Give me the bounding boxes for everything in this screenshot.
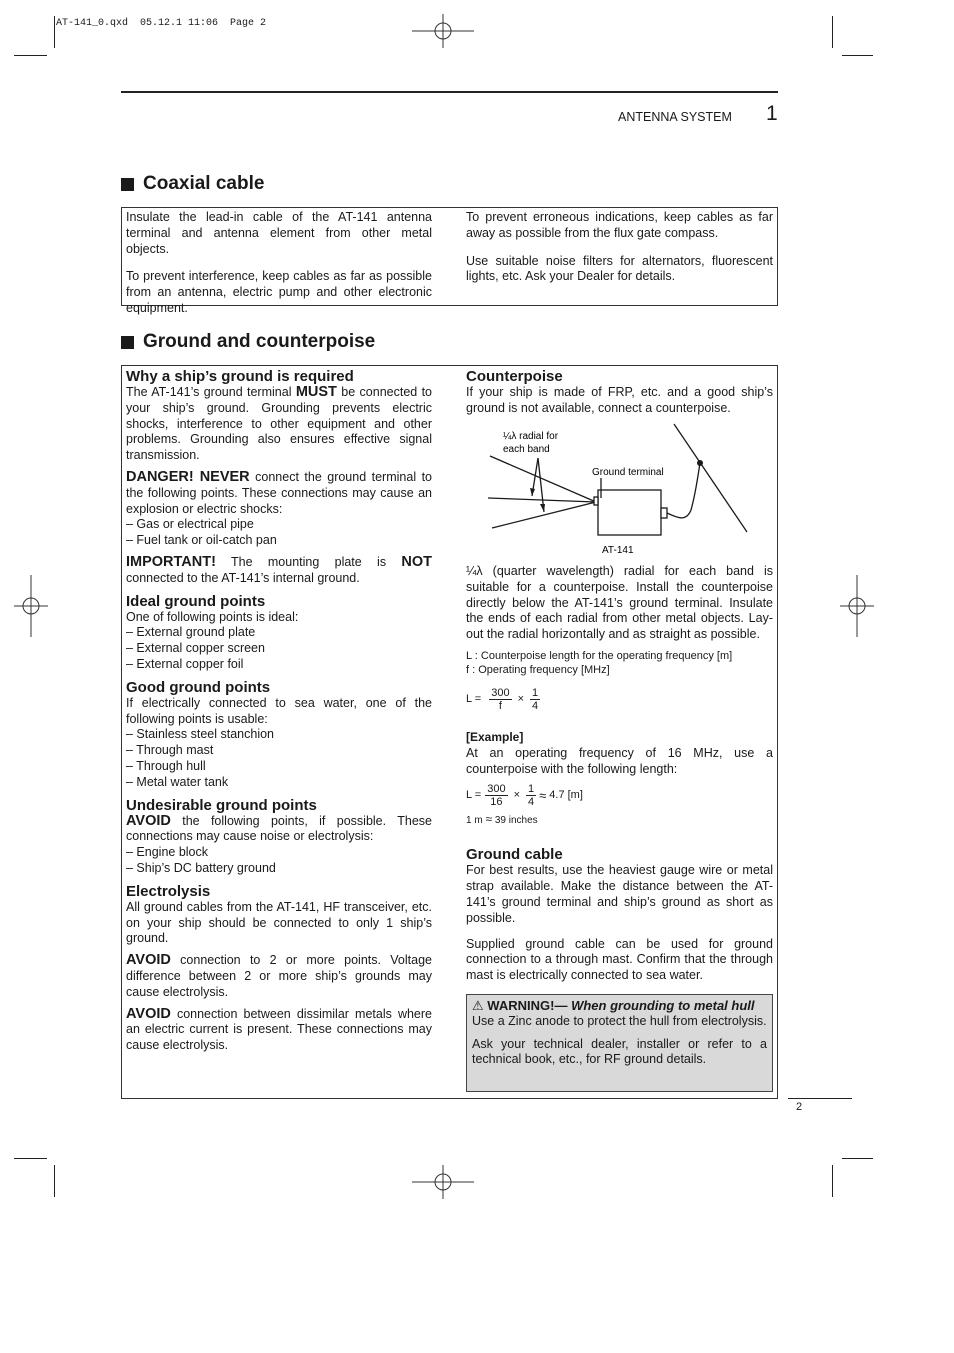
coax-p4: Use suitable noise filters for alternators, fluorescent lights, etc. Ask your Dealer for details. <box>466 253 773 284</box>
unit-label: AT-141 <box>602 545 634 556</box>
ground-left-col <box>126 368 432 1054</box>
why-text: The AT-141’s ground terminal MUST be connected to your ship’s ground. Grounding prevents electric shocks, interference to other equipment and other problems. Grounding also ensures effective signal transmission. <box>126 384 432 463</box>
list-item: – External ground plate <box>126 625 256 640</box>
list-item: – Gas or electrical pipe <box>126 517 254 532</box>
connector-icon <box>661 508 667 518</box>
avoid1-text: AVOID connection to 2 or more points. Voltage difference between 2 or more ship’s grounds may cause electrolysis. <box>126 952 432 999</box>
list-item: – Stainless steel stanchion <box>126 727 275 742</box>
counterpoise-diagram <box>466 420 766 560</box>
header-section: ANTENNA SYSTEM <box>618 110 732 124</box>
counterpoise-col-2 <box>466 564 773 984</box>
page-number: 2 <box>796 1101 803 1113</box>
radial-label-1: ¼λ radial for <box>503 431 559 442</box>
label-leader <box>538 458 544 512</box>
header-chapter: 1 <box>766 102 778 125</box>
mast-line <box>674 424 747 532</box>
good-heading: Good ground points <box>126 678 271 696</box>
counterpoise-text2: ¼λ (quarter wavelength) radial for each band is suitable for a counterpoise. Install the counterpoise directly below the AT-141’s ground terminal. Insulate the ends of each radial from other metal objects. Lay-out the radial horizontally and as straight as possible. <box>466 564 773 642</box>
electrolysis-text: All ground cables from the AT-141, HF transceiver, etc. on your ship should be connected to only 1 ship’s ground. <box>126 899 432 946</box>
warning-title: ⚠ WARNING!— When grounding to metal hull <box>472 998 755 1013</box>
list-item: – External copper screen <box>126 641 265 656</box>
arrow-head <box>530 488 535 496</box>
coax-p2: To prevent interference, keep cables as far as possible from an antenna, electric pump and other electronic equipment. <box>126 269 432 315</box>
list-item: – Through hull <box>126 758 206 773</box>
coax-p3: To prevent erroneous indications, keep cables as far away as possible from the flux gate compass. <box>466 210 773 240</box>
ground-terminal-icon <box>594 497 598 505</box>
cable-p1: For best results, use the heaviest gauge wire or metal strap available. Make the distance between the AT-141’s ground terminal and ship’s ground as short as possible. <box>466 863 773 925</box>
example-heading: [Example] <box>466 729 524 744</box>
footer-rule <box>788 1098 852 1099</box>
undesirable-text: AVOID the following points, if possible. These connections may cause noise or electrolysis: <box>126 812 432 844</box>
avoid2-text: AVOID connection between dissimilar metals where an electric current is present. These connections may cause electrolysis. <box>126 1005 432 1053</box>
counterpoise-text: If your ship is made of FRP, etc. and a good ship’s ground is not available, connect a counterpoise. <box>466 385 773 415</box>
counterpoise-heading: Counterpoise <box>466 368 563 385</box>
list-item: – Metal water tank <box>126 774 229 789</box>
cable-p2: Supplied ground cable can be used for ground connection to a through mast. Confirm that the through mast is electrically connected to sea water. <box>466 936 773 983</box>
warning-p2: Ask your technical dealer, installer or refer to a technical book, etc., for RF ground details. <box>472 1036 767 1067</box>
list-item: – External copper foil <box>126 656 244 671</box>
square-bullet-icon <box>121 336 134 349</box>
radial-label-2: each band <box>503 444 550 455</box>
ground-right-col <box>466 368 773 417</box>
square-bullet-icon <box>121 178 134 191</box>
list-item: – Ship’s DC battery ground <box>126 860 276 875</box>
coax-right-col <box>466 210 773 285</box>
example-text: At an operating frequency of 16 MHz, use a counterpoise with the following length: <box>466 745 773 776</box>
electrolysis-heading: Electrolysis <box>126 882 211 900</box>
ground-title-text: Ground and counterpoise <box>143 331 376 352</box>
conversion: 1 m ≈ 39 inches <box>466 812 538 827</box>
at141-unit <box>598 490 661 535</box>
list-item: – Fuel tank or oil-catch pan <box>126 533 277 548</box>
good-text: If electrically connected to sea water, one of the following points is usable: <box>126 695 432 726</box>
example-formula: L = $\frac{300}{16}$ × $\frac{1}{4}$ ≈ 4.7 [m] <box>466 783 583 809</box>
important-text: IMPORTANT! The mounting plate is NOT connected to the AT-141’s internal ground. <box>126 553 432 585</box>
ground-terminal-label: Ground terminal <box>592 467 664 478</box>
coax-title <box>121 173 264 195</box>
coax-p1: Insulate the lead-in cable of the AT-141 antenna terminal and antenna element from other metal objects. <box>126 210 432 256</box>
header-rule <box>121 91 778 93</box>
ground-cable <box>667 463 700 518</box>
danger-text: DANGER! NEVER connect the ground terminal to the following points. These connections may cause an explosion or electric shocks: <box>126 468 432 516</box>
undesirable-heading: Undesirable ground points <box>126 796 317 814</box>
def-l: L : Counterpoise length for the operating frequency [m] <box>466 649 733 662</box>
list-item: – Engine block <box>126 845 209 860</box>
def-f: f : Operating frequency [MHz] <box>466 663 610 676</box>
warning-icon: ⚠ <box>472 998 484 1013</box>
coax-title-text: Coaxial cable <box>143 173 265 194</box>
radial-line <box>490 456 596 502</box>
mast-junction <box>697 460 703 466</box>
warning-box <box>466 994 773 1092</box>
ground-title <box>121 331 375 353</box>
slug-line: AT-141_0.qxd 05.12.1 11:06 Page 2 <box>56 18 267 29</box>
why-heading: Why a ship’s ground is required <box>126 368 354 385</box>
cable-heading: Ground cable <box>466 846 563 864</box>
warning-p1: Use a Zinc anode to protect the hull from electrolysis. <box>472 1013 767 1028</box>
ideal-heading: Ideal ground points <box>126 592 266 610</box>
formula: L = $\frac{300}{f}$ × $\frac{1}{4}$ <box>466 686 539 712</box>
coax-left-col <box>126 210 432 317</box>
list-item: – Through mast <box>126 743 214 758</box>
ideal-text: One of following points is ideal: <box>126 609 299 624</box>
